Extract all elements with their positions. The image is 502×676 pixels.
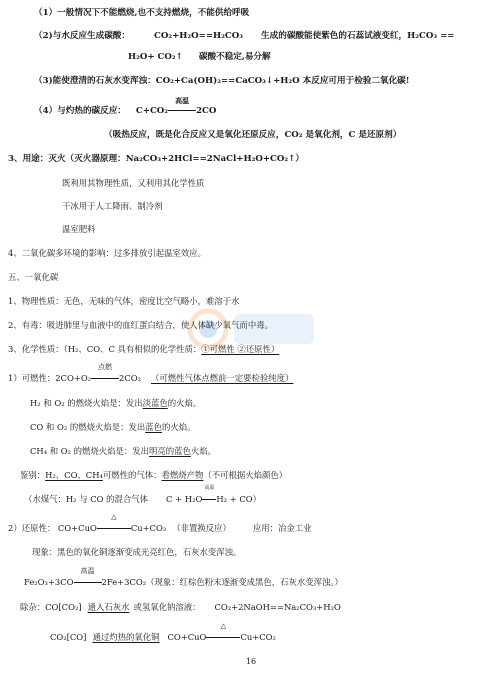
reaction-bar (97, 528, 131, 529)
condition-ignite (91, 363, 119, 385)
text: 生成的碳酸能使紫色的石蕊试液变红，H₂CO₃ == (261, 31, 455, 41)
text: 除杂：CO[CO₂] (20, 602, 82, 612)
co-physical: 1、物理性质：无色，无味的气体，密度比空气略小，难溶于水 (8, 296, 240, 306)
impurity-removal-2 (50, 622, 276, 644)
condition-high-temp (168, 96, 196, 118)
impurity-removal-1 (20, 600, 341, 614)
co2-property-2-cont (128, 50, 271, 64)
equation: 2Fe+3CO₂（现象：红棕色粉末逐渐变成黑色，石灰水变浑浊。） (101, 577, 343, 587)
co2-note: （吸热反应，既是化合反应又是氧化还原反应，CO₂ 是氧化剂，C 是还原剂） (104, 130, 402, 140)
use-1: 既利用其物理性质，又利用其化学性质 (62, 178, 205, 188)
equation: CO+CuO (167, 632, 207, 642)
page-number: 16 (245, 657, 257, 666)
underlined-text: ①可燃性 ②还原性） (201, 344, 280, 354)
section-co: 五、一氧化碳 (8, 272, 59, 282)
condition-heat (97, 513, 131, 535)
underlined-text: H₂、CO、CH₄ (45, 470, 103, 480)
reaction-bar (202, 499, 216, 500)
text: 的火焰。 (167, 398, 202, 408)
reaction-bar (74, 582, 102, 583)
text: 鉴别： (20, 470, 46, 480)
equation: CO₂+2NaOH==Na₂CO₃+H₂O (214, 602, 341, 612)
co-chemical (8, 342, 279, 356)
text: 火焰。 (190, 446, 217, 456)
co2-property-4 (34, 96, 217, 118)
condition-high-temp (202, 485, 216, 506)
text: CO 和 O₂ 的燃烧火焰是：发出 (30, 422, 146, 432)
text: 应用：冶金工业 (252, 523, 312, 533)
condition-high-temp (74, 567, 102, 589)
co-combustibility (8, 363, 294, 385)
co2-uses: 3、用途：灭火（灭火器原理：Na₂CO₃+2HCl==2NaCl+H₂O+CO₂↑） (8, 154, 304, 164)
equation: 2CO (196, 106, 217, 116)
text: 或氢氧化钠溶液： (133, 602, 201, 612)
underlined-text: 通入石灰水 (87, 602, 130, 612)
condition-label: 点燃 (98, 363, 113, 371)
flame-h2 (30, 396, 201, 410)
text: 3、化学性质：（H₂、CO、C 具有相似的化学性质： (8, 344, 202, 354)
text: （2)与水反应生成碳酸： (34, 31, 130, 41)
iron-oxide-reduction (24, 567, 343, 589)
flame-ch4 (30, 444, 216, 458)
text: （不可根据火焰颜色） (203, 470, 288, 480)
equation: H₂O+ CO₂↑ (128, 52, 183, 62)
equation: Cu+CO₂ (240, 632, 276, 642)
underlined-text: 看燃烧产物 (161, 470, 204, 480)
equation: 2）还原性： CO+CuO (8, 523, 97, 533)
text: （非置换反应） (172, 523, 231, 533)
identification (20, 468, 287, 482)
condition-label: 高温 (204, 485, 215, 491)
equation: Fe₂O₃+3CO (24, 577, 74, 587)
text: 可燃性的气体： (102, 470, 162, 480)
underlined-text: 蓝色 (145, 422, 162, 432)
equation: CO₂+H₂O==H₂CO₃ (153, 31, 244, 41)
text: CO₂[CO] (50, 632, 87, 642)
text: H₂ 和 O₂ 的燃烧火焰是：发出 (30, 398, 143, 408)
text: 碳酸不稳定,易分解 (198, 52, 271, 62)
equation: C + H₂O (166, 494, 203, 504)
condition-label: △ (220, 622, 227, 630)
co-reducibility (8, 513, 312, 535)
condition-label: 高温 (175, 96, 190, 105)
flame-co (30, 420, 195, 434)
co2-property-2 (34, 29, 455, 43)
equation: Cu+CO₂ (130, 523, 167, 533)
underlined-text: 淡蓝色 (142, 398, 168, 408)
reaction-bar (91, 378, 119, 379)
reaction-bar (206, 637, 240, 638)
use-3: 温室肥料 (62, 224, 96, 234)
use-2: 干冰用于人工降雨、制冷剂 (62, 201, 163, 211)
condition-label: 高温 (80, 567, 95, 575)
text: （4）与灼热的碳反应： (34, 106, 126, 116)
condition-heat (206, 622, 240, 644)
co2-environment: 4、二氧化碳多环境的影响：过多排放引起温室效应。 (8, 248, 206, 258)
equation: 1）可燃性：2CO+O₂ (8, 373, 92, 383)
equation: 2CO₂ (119, 373, 142, 383)
text: （水煤气：H₂ 与 CO 的混合气体 (24, 494, 149, 504)
equation: C+CO₂ (135, 106, 169, 116)
co-toxic: 2、有毒：吸进肺里与血液中的血红蛋白结合，使人体缺少氧气而中毒。 (8, 320, 273, 330)
condition-label: △ (111, 513, 117, 521)
reduction-phenomenon: 现象：黑色的氧化铜逐渐变成光亮红色，石灰水变浑浊。 (32, 547, 242, 557)
reaction-bar (168, 110, 196, 111)
underlined-text: 明亮的蓝色 (149, 446, 191, 456)
underlined-text: （可燃性气体点燃前一定要检验纯度） (151, 373, 294, 383)
co2-property-1: （1）一般情况下不能燃烧,也不支持燃烧，不能供给呼吸 (34, 8, 250, 18)
water-gas (24, 485, 261, 506)
co2-property-3: （3)能使澄清的石灰水变浑浊：CO₂+Ca(OH)₂==CaCO₃↓+H₂O 本反应可用于检验二氧化碳! (34, 76, 410, 86)
equation: H₂ + CO） (216, 494, 261, 504)
text: 的火焰。 (161, 422, 196, 432)
text: CH₄ 和 O₂ 的燃烧火焰是：发出 (30, 446, 150, 456)
underlined-text: 通过灼热的氧化铜 (92, 632, 160, 642)
